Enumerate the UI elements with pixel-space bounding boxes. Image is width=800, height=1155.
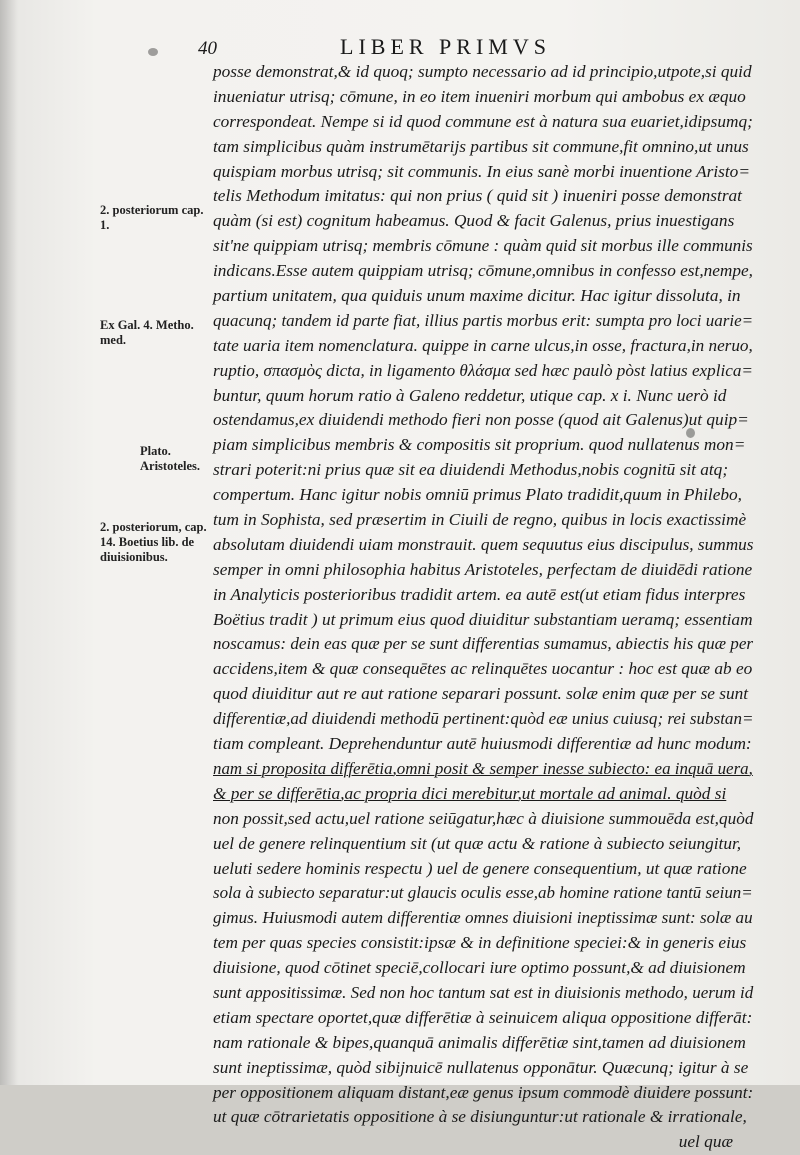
- page-number: 40: [198, 38, 217, 59]
- text-line: indicans.Esse autem quippiam utrisq; cōmune,omnibus in confesso est,nempe,: [213, 261, 753, 281]
- text-line: quàm (si est) cognitum habeamus. Quod & facit Galenus, prius inuestigans: [213, 211, 735, 231]
- text-line: posse demonstrat,& id quoq; sumpto necessario ad id principio,utpote,si quid: [213, 62, 752, 81]
- ink-blot: [686, 428, 695, 438]
- text-line: diuisione, quod cōtinet speciē,collocari iure optimo possunt,& ad diuisionem: [213, 958, 746, 978]
- text-line: Boëtius tradit ) ut primum eius quod diuiditur substantiam ueramq; essentiam: [213, 609, 753, 629]
- text-line: semper in omni philosophia habitus Aristoteles, perfectam de diuidēdi ratione: [213, 559, 753, 579]
- text-line: telis Methodum imitatus: qui non prius ( quid sit ) inueniri posse demonstrat: [213, 186, 742, 206]
- margin-note: Ex Gal. 4. Metho. med.: [100, 318, 194, 347]
- text-line: piam simplicibus membris & compositis sit proprium. quod nullatenus mon=: [213, 435, 746, 455]
- text-line: sola à subiecto separatur:ut glaucis oculis esse,ab homine ratione tantū seiun=: [213, 883, 753, 903]
- text-line: in Analyticis posterioribus tradidit artem. ea autē est(ut etiam fidus interpres: [213, 584, 746, 604]
- text-line: quispiam morbus utrisq; sit communis. In eius sanè morbi inuentione Aristo=: [213, 161, 750, 181]
- margin-note: Plato. Aristoteles.: [140, 444, 201, 473]
- body-text: [213, 60, 753, 1155]
- text-line: tate uaria item nomenclatura. quippe in carne ulcus,in osse, fractura,in neruo,: [213, 335, 753, 355]
- text-line: uel de genere relinquentium sit (ut quæ actu & ratione à subiecto seiungitur,: [213, 833, 742, 853]
- text-line: ut quæ cōtrarietatis oppositione à se disiunguntur:ut rationale & irrationale,: [213, 1107, 747, 1127]
- text-line: ostendamus,ex diuidendi methodo fieri non posse (quod ait Galenus)ut quip=: [213, 410, 749, 430]
- text-line: differentiæ,ad diuidendi methodū pertinent:quòd eæ unius cuiusq; rei substan=: [213, 709, 754, 729]
- text-line: tiam compleant. Deprehenduntur autē huiusmodi differentiæ ad hunc modum:: [213, 734, 752, 754]
- text-line: strari poterit:ni prius quæ sit ea diuidendi Methodus,nobis cognitū sit atq;: [213, 460, 729, 480]
- running-title: LIBER PRIMVS: [340, 34, 551, 59]
- spine-shadow: [0, 0, 18, 1085]
- text-line: sunt ineptissimæ, quòd sibijnuicē nullatenus opponātur. Quæcunq; igitur à se: [213, 1057, 749, 1077]
- text-line: nam si proposita differētia,omni posit & semper inesse subiecto: ea inquā uera,: [213, 758, 753, 778]
- text-line: sit'ne quippiam utrisq; membris cōmune : quàm quid sit morbus ille communis: [213, 236, 753, 256]
- text-line: & per se differētia,ac propria dici merebitur,ut mortale ad animal. quòd si: [213, 783, 727, 803]
- text-line: etiam spectare oportet,quæ differētiæ à seinuicem aliqua oppositione differāt:: [213, 1007, 753, 1027]
- text-line: noscamus: dein eas quæ per se sunt differentias sumamus, abiectis his quæ per: [213, 634, 754, 654]
- ink-blot: [148, 48, 158, 56]
- text-line: quacunq; tandem id parte fiat, illius partis morbus erit: sumpta pro loci uarie=: [213, 310, 754, 330]
- text-line: ruptio, σπασμὸς dicta, in ligamento θλάσμα sed hæc paulò pòst latius explica=: [213, 360, 753, 380]
- running-head: [190, 30, 750, 60]
- margin-note: 2. posteriorum cap. 1.: [100, 203, 204, 232]
- text-line: partium unitatem, qua quiduis unum maxime dicitur. Hac igitur dissoluta, in: [213, 286, 741, 306]
- text-line: tem per quas species consistit:ipsæ & in definitione speciei:& in generis eius: [213, 933, 747, 953]
- margin-note: 2. posteriorum, cap. 14. Boetius lib. de diuisionibus.: [100, 520, 207, 564]
- text-line: non possit,sed actu,uel ratione seiūgatur,hæc à diuisione summouēda est,quòd: [213, 808, 754, 828]
- text-line: buntur, quum horum ratio à Galeno reddetur, utique cap. x i. Nunc uerò id: [213, 385, 727, 405]
- text-line: ueluti sedere hominis respectu ) uel de genere consequentium, ut quæ ratione: [213, 858, 747, 878]
- text-line: nam rationale & bipes,quanquā animalis differētiæ sint,tamen ad diuisionem: [213, 1032, 746, 1052]
- text-line: sunt appositissimæ. Sed non hoc tantum sat est in diuisionis methodo, uerum id: [213, 982, 754, 1002]
- text-line: compertum. Hanc igitur nobis omniū primus Plato tradidit,quum in Philebo,: [213, 485, 742, 505]
- text-line: tam simplicibus quàm instrumētarijs partibus sit commune,fit omnino,ut unus: [213, 136, 749, 156]
- text-line: per oppositionem aliquam distant,eæ genus ipsum commodè diuidere possunt:: [213, 1082, 754, 1102]
- text-line: absolutam diuidendi uiam monstrauit. quem sequutus eius discipulus, summus: [213, 534, 754, 554]
- text-line: tum in Sophista, sed præsertim in Ciuili de regno, quibus in locis exactissimè: [213, 510, 747, 530]
- text-line: quod diuiditur aut re aut ratione separari possunt. solæ enim quæ per se sunt: [213, 684, 749, 704]
- text-line: correspondeat. Nempe si id quod commune est à natura sua euariet,idipsumq;: [213, 111, 753, 131]
- text-line: inueniatur utrisq; cōmune, in eo item inueniri morbum qui ambobus ex æquo: [213, 86, 746, 106]
- text-line: accidens,item & quæ consequētes ac relinquētes uocantur : hoc est quæ ab eo: [213, 659, 753, 679]
- catchword: uel quæ: [678, 1132, 733, 1152]
- text-line: gimus. Huiusmodi autem differentiæ omnes diuisioni ineptissimæ sunt: solæ au: [213, 908, 753, 928]
